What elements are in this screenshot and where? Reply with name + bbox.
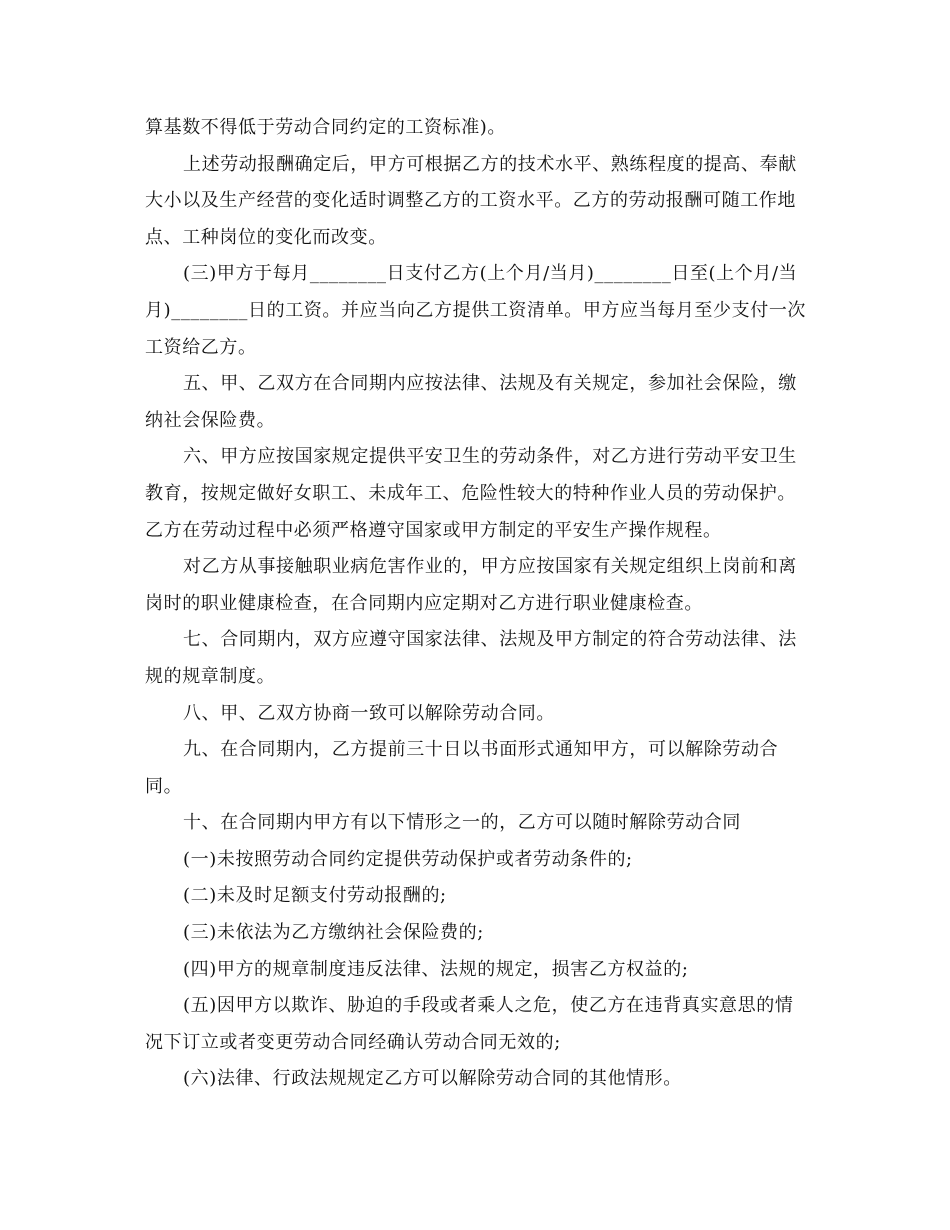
text-line: 工资给乙方。 xyxy=(145,336,257,358)
paragraph-3 xyxy=(145,366,810,439)
text-line: 对乙方从事接触职业病危害作业的，甲方应按国家有关规定组织上岗前和离 xyxy=(183,556,797,578)
text-line: (六)法律、行政法规规定乙方可以解除劳动合同的其他情形。 xyxy=(183,1068,682,1090)
paragraph-5 xyxy=(145,549,810,622)
text-line: 况下订立或者变更劳动合同经确认劳动合同无效的; xyxy=(145,1031,561,1053)
paragraph-13 xyxy=(145,952,810,989)
paragraph-14 xyxy=(145,988,810,1061)
text-line: (一)未按照劳动合同约定提供劳动保护或者劳动条件的; xyxy=(183,848,633,870)
text-line: 算基数不得低于劳动合同约定的工资标准)。 xyxy=(145,117,507,138)
text-line: 六、甲方应按国家规定提供平安卫生的劳动条件，对乙方进行劳动平安卫生 xyxy=(183,446,797,468)
text-line: (三)甲方于每月________日支付乙方(上个月/当月)________日至(上个月/当 xyxy=(183,263,798,285)
text-line: (三)未依法为乙方缴纳社会保险费的; xyxy=(183,922,484,944)
text-line: 点、工种岗位的变化而改变。 xyxy=(145,226,387,248)
paragraph-7 xyxy=(145,696,810,733)
text-line: 规的规章制度。 xyxy=(145,665,276,687)
text-line: 教育，按规定做好女职工、未成年工、危险性较大的特种作业人员的劳动保护。 xyxy=(145,482,796,504)
text-line: 月)________日的工资。并应当向乙方提供工资清单。甲方应当每月至少支付一次 xyxy=(145,299,807,321)
text-line: (二)未及时足额支付劳动报酬的; xyxy=(183,885,447,907)
text-line: 大小以及生产经营的变化适时调整乙方的工资水平。乙方的劳动报酬可随工作地 xyxy=(145,190,796,212)
text-line: (五)因甲方以欺诈、胁迫的手段或者乘人之危，使乙方在违背真实意思的情 xyxy=(183,995,794,1017)
paragraph-12 xyxy=(145,915,810,952)
document-body xyxy=(145,110,810,1098)
text-line: (四)甲方的规章制度违反法律、法规的规定，损害乙方权益的; xyxy=(183,958,689,980)
text-line: 八、甲、乙双方协商一致可以解除劳动合同。 xyxy=(183,702,555,724)
paragraph-9 xyxy=(145,805,810,842)
text-line: 乙方在劳动过程中必须严格遵守国家或甲方制定的平安生产操作规程。 xyxy=(145,519,722,541)
paragraph-10 xyxy=(145,842,810,879)
text-line: 同。 xyxy=(145,775,183,797)
text-line: 十、在合同期内甲方有以下情形之一的，乙方可以随时解除劳动合同 xyxy=(183,812,741,834)
text-line: 九、在合同期内，乙方提前三十日以书面形式通知甲方，可以解除劳动合 xyxy=(183,739,779,761)
text-line: 纳社会保险费。 xyxy=(145,409,276,431)
paragraph-4 xyxy=(145,439,810,549)
text-line: 岗时的职业健康检查，在合同期内应定期对乙方进行职业健康检查。 xyxy=(145,592,703,614)
text-line: 上述劳动报酬确定后，甲方可根据乙方的技术水平、熟练程度的提高、奉献 xyxy=(183,153,797,175)
text-line: 五、甲、乙双方在合同期内应按法律、法规及有关规定，参加社会保险，缴 xyxy=(183,373,797,395)
paragraph-15 xyxy=(145,1061,810,1098)
paragraph-0 xyxy=(145,110,810,147)
paragraph-1 xyxy=(145,147,810,257)
paragraph-2 xyxy=(145,256,810,366)
document-page xyxy=(145,110,810,1098)
paragraph-6 xyxy=(145,622,810,695)
paragraph-11 xyxy=(145,878,810,915)
paragraph-8 xyxy=(145,732,810,805)
text-line: 七、合同期内，双方应遵守国家法律、法规及甲方制定的符合劳动法律、法 xyxy=(183,629,797,651)
